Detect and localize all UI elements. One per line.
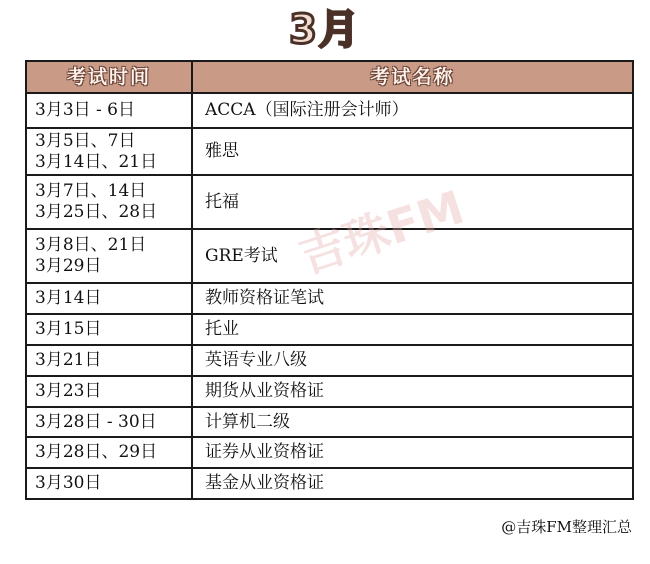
exam-date: 3月7日、14日 3月25日、28日 — [26, 175, 192, 229]
table-row — [26, 345, 633, 376]
exam-date: 3月14日 — [26, 283, 192, 314]
exam-date: 3月8日、21日 3月29日 — [26, 229, 192, 283]
table-row — [26, 437, 633, 468]
exam-date: 3月23日 — [26, 376, 192, 407]
header-exam-name: 考试名称 — [192, 61, 633, 93]
table-row — [26, 229, 633, 283]
exam-name: 托业 — [192, 314, 633, 345]
exam-name: ACCA（国际注册会计师） — [192, 93, 633, 128]
exam-name: 托福 — [192, 175, 633, 229]
table-row — [26, 314, 633, 345]
table-row — [26, 283, 633, 314]
source-credit: @吉珠FM整理汇总 — [501, 518, 632, 536]
exam-date: 3月28日 - 30日 — [26, 407, 192, 437]
table-row — [26, 376, 633, 407]
table-header-row — [26, 61, 633, 93]
table-row — [26, 468, 633, 499]
watermark: 吉珠FM — [292, 179, 471, 284]
exam-date: 3月30日 — [26, 468, 192, 499]
table-row — [26, 175, 633, 229]
exam-name: 教师资格证笔试 — [192, 283, 633, 314]
table-row — [26, 407, 633, 437]
exam-schedule-table — [25, 60, 634, 500]
exam-date: 3月5日、7日 3月14日、21日 — [26, 128, 192, 175]
exam-date: 3月3日 - 6日 — [26, 93, 192, 128]
exam-name: 证券从业资格证 — [192, 437, 633, 468]
exam-name: 英语专业八级 — [192, 345, 633, 376]
exam-name: GRE考试 — [192, 229, 633, 283]
table-row — [26, 93, 633, 128]
table-row — [26, 128, 633, 175]
exam-name: 期货从业资格证 — [192, 376, 633, 407]
exam-date: 3月15日 — [26, 314, 192, 345]
exam-date: 3月28日、29日 — [26, 437, 192, 468]
exam-name: 计算机二级 — [192, 407, 633, 437]
exam-name: 基金从业资格证 — [192, 468, 633, 499]
header-exam-time: 考试时间 — [26, 61, 192, 93]
exam-name: 雅思 — [192, 128, 633, 175]
exam-date: 3月21日 — [26, 345, 192, 376]
page-title: 3月 — [289, 7, 361, 53]
